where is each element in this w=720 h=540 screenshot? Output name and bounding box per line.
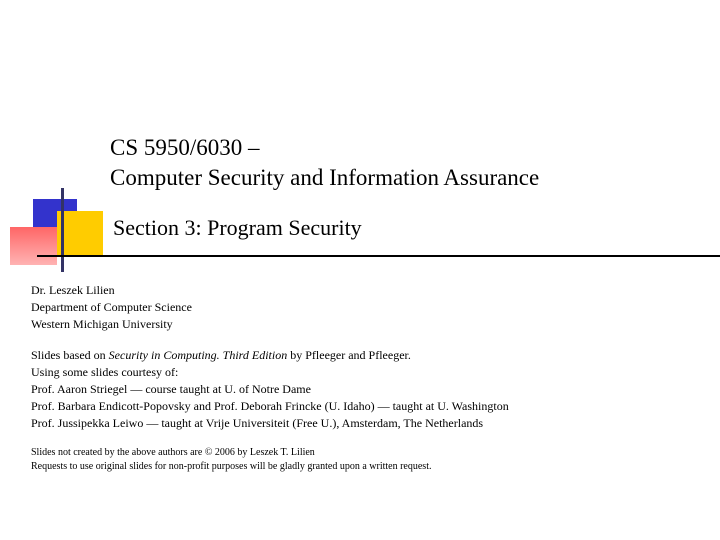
credits-block	[31, 347, 509, 432]
credits-based-suffix: by Pfleeger and Pfleeger.	[287, 348, 411, 362]
logo-vertical-line	[61, 188, 64, 272]
author-university: Western Michigan University	[31, 317, 173, 331]
credits-based-prefix: Slides based on	[31, 348, 109, 362]
permission-line: Requests to use original slides for non-profit purposes will be gladly granted upon a written request.	[31, 461, 432, 472]
author-block	[31, 282, 192, 333]
copyright-notes	[31, 446, 431, 474]
logo-yellow-square	[57, 211, 103, 257]
title-course-name: Computer Security and Information Assurance	[110, 165, 540, 190]
logo-blue-square	[33, 199, 77, 245]
credits-book-title: Security in Computing. Third Edition	[108, 348, 288, 362]
title-course-code: CS 5950/6030 –	[110, 135, 260, 160]
credits-courtesy-item: Prof. Barbara Endicott-Popovsky and Prof. Deborah Frincke (U. Idaho) — taught at U. Washington	[31, 399, 509, 413]
credits-courtesy-item: Prof. Aaron Striegel — course taught at U. of Notre Dame	[31, 382, 311, 396]
author-name: Dr. Leszek Lilien	[31, 283, 115, 297]
logo-red-square	[10, 227, 57, 265]
credits-based-on	[31, 347, 509, 364]
slide-subtitle: Section 3: Program Security	[113, 215, 362, 240]
credits-courtesy-intro: Using some slides courtesy of:	[31, 365, 179, 379]
copyright-line: Slides not created by the above authors are © 2006 by Leszek T. Lilien	[31, 447, 315, 458]
title-underline-rule	[37, 255, 720, 257]
slide-title	[110, 133, 539, 193]
credits-courtesy-item: Prof. Jussipekka Leiwo — taught at Vrije Universiteit (Free U.), Amsterdam, The Netherlands	[31, 416, 484, 430]
author-department: Department of Computer Science	[31, 300, 192, 314]
